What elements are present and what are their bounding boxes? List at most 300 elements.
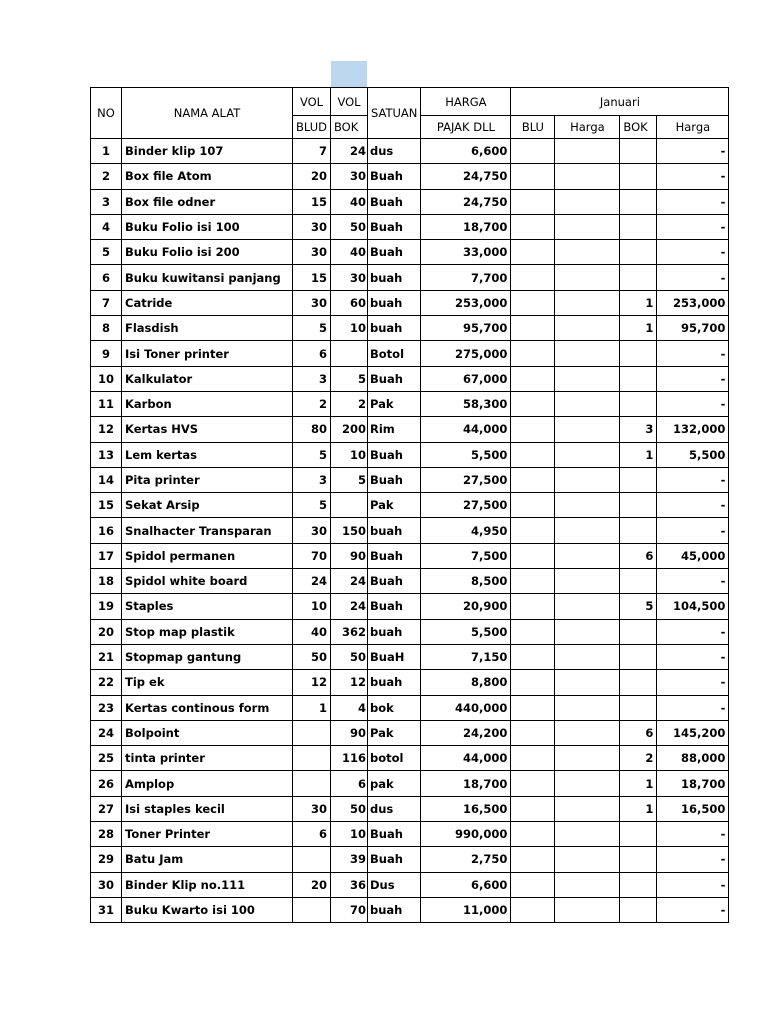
row-harga[interactable]: 6,600 bbox=[421, 872, 511, 897]
row-bok[interactable] bbox=[620, 467, 657, 492]
row-harga-bok[interactable]: 45,000 bbox=[657, 543, 729, 568]
row-no[interactable]: 26 bbox=[91, 771, 122, 796]
row-harga[interactable]: 18,700 bbox=[421, 771, 511, 796]
row-bok[interactable] bbox=[620, 214, 657, 239]
row-no[interactable]: 16 bbox=[91, 518, 122, 543]
row-satuan[interactable]: Buah bbox=[368, 240, 421, 265]
row-no[interactable]: 28 bbox=[91, 822, 122, 847]
row-harga-blu[interactable] bbox=[555, 391, 620, 416]
row-blu[interactable] bbox=[511, 594, 555, 619]
row-harga-blu[interactable] bbox=[555, 720, 620, 745]
row-nama-alat[interactable]: Isi Toner printer bbox=[122, 341, 293, 366]
row-blu[interactable] bbox=[511, 796, 555, 821]
row-vol-bok[interactable]: 36 bbox=[331, 872, 368, 897]
row-nama-alat[interactable]: Kertas continous form bbox=[122, 695, 293, 720]
row-harga[interactable]: 4,950 bbox=[421, 518, 511, 543]
row-harga[interactable]: 24,750 bbox=[421, 189, 511, 214]
row-satuan[interactable]: buah bbox=[368, 290, 421, 315]
row-blu[interactable] bbox=[511, 316, 555, 341]
row-bok[interactable]: 6 bbox=[620, 543, 657, 568]
row-harga[interactable]: 5,500 bbox=[421, 442, 511, 467]
row-no[interactable]: 8 bbox=[91, 316, 122, 341]
row-satuan[interactable]: buah bbox=[368, 265, 421, 290]
row-vol-blud[interactable]: 3 bbox=[293, 366, 331, 391]
row-satuan[interactable]: botol bbox=[368, 746, 421, 771]
row-nama-alat[interactable]: Isi staples kecil bbox=[122, 796, 293, 821]
row-satuan[interactable]: Buah bbox=[368, 822, 421, 847]
header-harga[interactable]: HARGA bbox=[421, 88, 511, 116]
row-no[interactable]: 11 bbox=[91, 391, 122, 416]
row-harga[interactable]: 44,000 bbox=[421, 417, 511, 442]
row-nama-alat[interactable]: Buku Kwarto isi 100 bbox=[122, 897, 293, 922]
row-satuan[interactable]: Buah bbox=[368, 847, 421, 872]
row-no[interactable]: 7 bbox=[91, 290, 122, 315]
row-harga-bok[interactable]: 5,500 bbox=[657, 442, 729, 467]
row-blu[interactable] bbox=[511, 695, 555, 720]
row-harga[interactable]: 2,750 bbox=[421, 847, 511, 872]
row-vol-bok[interactable]: 5 bbox=[331, 366, 368, 391]
row-bok[interactable]: 1 bbox=[620, 316, 657, 341]
row-vol-blud[interactable]: 3 bbox=[293, 467, 331, 492]
row-nama-alat[interactable]: Spidol white board bbox=[122, 569, 293, 594]
row-harga-blu[interactable] bbox=[555, 897, 620, 922]
row-harga-blu[interactable] bbox=[555, 569, 620, 594]
row-harga-bok[interactable]: 88,000 bbox=[657, 746, 729, 771]
row-vol-blud[interactable] bbox=[293, 771, 331, 796]
row-vol-bok[interactable]: 50 bbox=[331, 644, 368, 669]
row-vol-bok[interactable]: 40 bbox=[331, 240, 368, 265]
row-no[interactable]: 29 bbox=[91, 847, 122, 872]
row-nama-alat[interactable]: Binder klip 107 bbox=[122, 139, 293, 164]
row-vol-bok[interactable]: 24 bbox=[331, 139, 368, 164]
row-harga[interactable]: 16,500 bbox=[421, 796, 511, 821]
header-blud[interactable]: BLUD bbox=[293, 116, 331, 139]
row-harga-bok[interactable]: - bbox=[657, 822, 729, 847]
row-harga-bok[interactable]: - bbox=[657, 189, 729, 214]
row-vol-bok[interactable]: 24 bbox=[331, 569, 368, 594]
row-vol-blud[interactable]: 50 bbox=[293, 644, 331, 669]
row-harga-bok[interactable]: - bbox=[657, 467, 729, 492]
row-nama-alat[interactable]: Lem kertas bbox=[122, 442, 293, 467]
row-harga-bok[interactable]: 104,500 bbox=[657, 594, 729, 619]
row-vol-blud[interactable] bbox=[293, 746, 331, 771]
row-no[interactable]: 23 bbox=[91, 695, 122, 720]
row-bok[interactable] bbox=[620, 619, 657, 644]
row-no[interactable]: 15 bbox=[91, 493, 122, 518]
row-blu[interactable] bbox=[511, 139, 555, 164]
row-harga-blu[interactable] bbox=[555, 341, 620, 366]
row-satuan[interactable]: dus bbox=[368, 796, 421, 821]
row-satuan[interactable]: Pak bbox=[368, 493, 421, 518]
row-vol-blud[interactable]: 15 bbox=[293, 189, 331, 214]
row-bok[interactable]: 1 bbox=[620, 442, 657, 467]
row-no[interactable]: 2 bbox=[91, 164, 122, 189]
row-harga-bok[interactable]: - bbox=[657, 518, 729, 543]
header-bok[interactable]: BOK bbox=[331, 116, 368, 139]
row-vol-bok[interactable]: 90 bbox=[331, 543, 368, 568]
row-nama-alat[interactable]: Karbon bbox=[122, 391, 293, 416]
selected-cell-highlight[interactable] bbox=[331, 61, 367, 87]
row-harga-blu[interactable] bbox=[555, 189, 620, 214]
row-satuan[interactable]: Buah bbox=[368, 594, 421, 619]
row-satuan[interactable]: pak bbox=[368, 771, 421, 796]
row-nama-alat[interactable]: Tip ek bbox=[122, 670, 293, 695]
row-vol-bok[interactable]: 30 bbox=[331, 265, 368, 290]
row-satuan[interactable]: Buah bbox=[368, 543, 421, 568]
row-harga-blu[interactable] bbox=[555, 442, 620, 467]
header-vol-blud[interactable]: VOL bbox=[293, 88, 331, 116]
row-harga-blu[interactable] bbox=[555, 265, 620, 290]
row-harga-blu[interactable] bbox=[555, 644, 620, 669]
row-harga-blu[interactable] bbox=[555, 619, 620, 644]
row-satuan[interactable]: buah bbox=[368, 897, 421, 922]
row-vol-blud[interactable]: 30 bbox=[293, 240, 331, 265]
row-nama-alat[interactable]: Buku kuwitansi panjang bbox=[122, 265, 293, 290]
row-nama-alat[interactable]: Buku Folio isi 200 bbox=[122, 240, 293, 265]
row-harga[interactable]: 7,500 bbox=[421, 543, 511, 568]
row-harga[interactable]: 24,200 bbox=[421, 720, 511, 745]
row-nama-alat[interactable]: Sekat Arsip bbox=[122, 493, 293, 518]
row-nama-alat[interactable]: Spidol permanen bbox=[122, 543, 293, 568]
row-harga-bok[interactable]: - bbox=[657, 341, 729, 366]
row-harga-blu[interactable] bbox=[555, 493, 620, 518]
row-harga-blu[interactable] bbox=[555, 594, 620, 619]
row-satuan[interactable]: Buah bbox=[368, 569, 421, 594]
row-harga-bok[interactable]: - bbox=[657, 366, 729, 391]
row-satuan[interactable]: bok bbox=[368, 695, 421, 720]
row-vol-bok[interactable]: 10 bbox=[331, 822, 368, 847]
row-harga-blu[interactable] bbox=[555, 543, 620, 568]
row-harga-bok[interactable]: - bbox=[657, 644, 729, 669]
row-nama-alat[interactable]: Snalhacter Transparan bbox=[122, 518, 293, 543]
row-nama-alat[interactable]: Kalkulator bbox=[122, 366, 293, 391]
row-harga[interactable]: 275,000 bbox=[421, 341, 511, 366]
row-bok[interactable] bbox=[620, 189, 657, 214]
row-bok[interactable] bbox=[620, 518, 657, 543]
row-vol-blud[interactable]: 12 bbox=[293, 670, 331, 695]
row-satuan[interactable]: buah bbox=[368, 619, 421, 644]
row-bok[interactable]: 1 bbox=[620, 771, 657, 796]
row-no[interactable]: 24 bbox=[91, 720, 122, 745]
row-blu[interactable] bbox=[511, 847, 555, 872]
row-blu[interactable] bbox=[511, 720, 555, 745]
row-bok[interactable]: 3 bbox=[620, 417, 657, 442]
row-satuan[interactable]: dus bbox=[368, 139, 421, 164]
header-januari[interactable]: Januari bbox=[511, 88, 729, 116]
row-vol-blud[interactable]: 30 bbox=[293, 796, 331, 821]
row-harga-bok[interactable]: - bbox=[657, 164, 729, 189]
row-vol-blud[interactable]: 5 bbox=[293, 442, 331, 467]
row-no[interactable]: 9 bbox=[91, 341, 122, 366]
row-blu[interactable] bbox=[511, 341, 555, 366]
row-harga[interactable]: 95,700 bbox=[421, 316, 511, 341]
row-bok[interactable]: 1 bbox=[620, 796, 657, 821]
row-vol-blud[interactable]: 30 bbox=[293, 290, 331, 315]
row-blu[interactable] bbox=[511, 189, 555, 214]
row-harga-blu[interactable] bbox=[555, 872, 620, 897]
row-harga-blu[interactable] bbox=[555, 822, 620, 847]
header-no[interactable]: NO bbox=[91, 88, 122, 139]
row-harga[interactable]: 18,700 bbox=[421, 214, 511, 239]
row-vol-bok[interactable]: 6 bbox=[331, 771, 368, 796]
row-no[interactable]: 19 bbox=[91, 594, 122, 619]
row-satuan[interactable]: BuaH bbox=[368, 644, 421, 669]
row-harga[interactable]: 6,600 bbox=[421, 139, 511, 164]
row-no[interactable]: 1 bbox=[91, 139, 122, 164]
row-vol-bok[interactable]: 150 bbox=[331, 518, 368, 543]
row-vol-blud[interactable]: 20 bbox=[293, 164, 331, 189]
row-harga-bok[interactable]: 145,200 bbox=[657, 720, 729, 745]
row-harga-bok[interactable]: - bbox=[657, 670, 729, 695]
row-harga-bok[interactable]: 95,700 bbox=[657, 316, 729, 341]
row-bok[interactable] bbox=[620, 139, 657, 164]
row-vol-blud[interactable]: 20 bbox=[293, 872, 331, 897]
row-harga-blu[interactable] bbox=[555, 746, 620, 771]
row-harga-blu[interactable] bbox=[555, 695, 620, 720]
row-vol-blud[interactable] bbox=[293, 847, 331, 872]
row-blu[interactable] bbox=[511, 569, 555, 594]
row-vol-blud[interactable]: 7 bbox=[293, 139, 331, 164]
row-satuan[interactable]: Buah bbox=[368, 214, 421, 239]
row-satuan[interactable]: Pak bbox=[368, 720, 421, 745]
header-vol-bok[interactable]: VOL bbox=[331, 88, 368, 116]
row-vol-bok[interactable]: 200 bbox=[331, 417, 368, 442]
row-harga-bok[interactable]: - bbox=[657, 391, 729, 416]
row-vol-blud[interactable]: 40 bbox=[293, 619, 331, 644]
row-vol-blud[interactable]: 5 bbox=[293, 493, 331, 518]
row-harga-bok[interactable]: - bbox=[657, 214, 729, 239]
row-harga-blu[interactable] bbox=[555, 214, 620, 239]
row-blu[interactable] bbox=[511, 391, 555, 416]
row-vol-bok[interactable]: 24 bbox=[331, 594, 368, 619]
row-harga-bok[interactable]: - bbox=[657, 139, 729, 164]
row-bok[interactable] bbox=[620, 569, 657, 594]
row-harga-bok[interactable]: - bbox=[657, 872, 729, 897]
header-harga-bok[interactable]: Harga bbox=[657, 116, 729, 139]
row-blu[interactable] bbox=[511, 366, 555, 391]
row-blu[interactable] bbox=[511, 897, 555, 922]
row-vol-bok[interactable]: 10 bbox=[331, 316, 368, 341]
row-nama-alat[interactable]: tinta printer bbox=[122, 746, 293, 771]
row-bok[interactable]: 1 bbox=[620, 290, 657, 315]
row-harga-blu[interactable] bbox=[555, 139, 620, 164]
row-satuan[interactable]: Buah bbox=[368, 467, 421, 492]
row-bok[interactable]: 6 bbox=[620, 720, 657, 745]
row-nama-alat[interactable]: Catride bbox=[122, 290, 293, 315]
row-no[interactable]: 13 bbox=[91, 442, 122, 467]
row-nama-alat[interactable]: Flasdish bbox=[122, 316, 293, 341]
row-no[interactable]: 25 bbox=[91, 746, 122, 771]
row-vol-blud[interactable] bbox=[293, 897, 331, 922]
row-nama-alat[interactable]: Amplop bbox=[122, 771, 293, 796]
row-vol-blud[interactable]: 15 bbox=[293, 265, 331, 290]
row-vol-bok[interactable] bbox=[331, 493, 368, 518]
row-harga-bok[interactable]: 16,500 bbox=[657, 796, 729, 821]
row-no[interactable]: 22 bbox=[91, 670, 122, 695]
row-harga[interactable]: 67,000 bbox=[421, 366, 511, 391]
row-harga[interactable]: 253,000 bbox=[421, 290, 511, 315]
row-vol-blud[interactable]: 24 bbox=[293, 569, 331, 594]
row-vol-bok[interactable] bbox=[331, 341, 368, 366]
row-harga[interactable]: 11,000 bbox=[421, 897, 511, 922]
row-bok[interactable] bbox=[620, 872, 657, 897]
row-harga[interactable]: 440,000 bbox=[421, 695, 511, 720]
row-vol-bok[interactable]: 10 bbox=[331, 442, 368, 467]
row-blu[interactable] bbox=[511, 746, 555, 771]
row-no[interactable]: 30 bbox=[91, 872, 122, 897]
row-no[interactable]: 18 bbox=[91, 569, 122, 594]
row-nama-alat[interactable]: Toner Printer bbox=[122, 822, 293, 847]
row-nama-alat[interactable]: Buku Folio isi 100 bbox=[122, 214, 293, 239]
row-no[interactable]: 31 bbox=[91, 897, 122, 922]
row-harga-bok[interactable]: - bbox=[657, 619, 729, 644]
row-vol-bok[interactable]: 362 bbox=[331, 619, 368, 644]
row-nama-alat[interactable]: Pita printer bbox=[122, 467, 293, 492]
row-harga[interactable]: 7,700 bbox=[421, 265, 511, 290]
row-vol-blud[interactable]: 5 bbox=[293, 316, 331, 341]
row-harga[interactable]: 27,500 bbox=[421, 493, 511, 518]
row-nama-alat[interactable]: Bolpoint bbox=[122, 720, 293, 745]
row-harga-blu[interactable] bbox=[555, 796, 620, 821]
row-satuan[interactable]: Buah bbox=[368, 442, 421, 467]
row-vol-bok[interactable]: 2 bbox=[331, 391, 368, 416]
row-vol-bok[interactable]: 70 bbox=[331, 897, 368, 922]
row-no[interactable]: 4 bbox=[91, 214, 122, 239]
row-vol-bok[interactable]: 4 bbox=[331, 695, 368, 720]
row-no[interactable]: 3 bbox=[91, 189, 122, 214]
row-blu[interactable] bbox=[511, 518, 555, 543]
row-blu[interactable] bbox=[511, 442, 555, 467]
row-vol-blud[interactable]: 80 bbox=[293, 417, 331, 442]
row-vol-blud[interactable]: 6 bbox=[293, 822, 331, 847]
row-satuan[interactable]: Buah bbox=[368, 164, 421, 189]
row-harga-bok[interactable]: 253,000 bbox=[657, 290, 729, 315]
row-harga[interactable]: 58,300 bbox=[421, 391, 511, 416]
row-harga-blu[interactable] bbox=[555, 240, 620, 265]
row-nama-alat[interactable]: Batu Jam bbox=[122, 847, 293, 872]
row-blu[interactable] bbox=[511, 493, 555, 518]
row-bok[interactable]: 5 bbox=[620, 594, 657, 619]
row-bok[interactable] bbox=[620, 695, 657, 720]
row-harga[interactable]: 27,500 bbox=[421, 467, 511, 492]
row-blu[interactable] bbox=[511, 670, 555, 695]
row-vol-bok[interactable]: 50 bbox=[331, 214, 368, 239]
row-harga-bok[interactable]: - bbox=[657, 847, 729, 872]
row-no[interactable]: 6 bbox=[91, 265, 122, 290]
row-harga-bok[interactable]: - bbox=[657, 695, 729, 720]
row-harga-bok[interactable]: - bbox=[657, 569, 729, 594]
row-satuan[interactable]: buah bbox=[368, 316, 421, 341]
row-harga-bok[interactable]: - bbox=[657, 897, 729, 922]
row-vol-bok[interactable]: 30 bbox=[331, 164, 368, 189]
row-vol-blud[interactable]: 1 bbox=[293, 695, 331, 720]
row-blu[interactable] bbox=[511, 467, 555, 492]
row-vol-blud[interactable]: 30 bbox=[293, 214, 331, 239]
row-harga[interactable]: 20,900 bbox=[421, 594, 511, 619]
row-bok[interactable] bbox=[620, 670, 657, 695]
row-vol-blud[interactable]: 2 bbox=[293, 391, 331, 416]
row-blu[interactable] bbox=[511, 619, 555, 644]
row-bok[interactable] bbox=[620, 341, 657, 366]
row-blu[interactable] bbox=[511, 214, 555, 239]
row-satuan[interactable]: buah bbox=[368, 518, 421, 543]
row-bok[interactable] bbox=[620, 391, 657, 416]
row-satuan[interactable]: Buah bbox=[368, 366, 421, 391]
row-bok[interactable] bbox=[620, 164, 657, 189]
row-bok[interactable] bbox=[620, 366, 657, 391]
row-harga[interactable]: 5,500 bbox=[421, 619, 511, 644]
row-harga[interactable]: 24,750 bbox=[421, 164, 511, 189]
row-harga-bok[interactable]: 132,000 bbox=[657, 417, 729, 442]
row-no[interactable]: 10 bbox=[91, 366, 122, 391]
row-nama-alat[interactable]: Box file odner bbox=[122, 189, 293, 214]
row-harga-bok[interactable]: - bbox=[657, 265, 729, 290]
row-satuan[interactable]: Buah bbox=[368, 189, 421, 214]
row-blu[interactable] bbox=[511, 290, 555, 315]
header-blu[interactable]: BLU bbox=[511, 116, 555, 139]
row-satuan[interactable]: Rim bbox=[368, 417, 421, 442]
row-no[interactable]: 17 bbox=[91, 543, 122, 568]
row-nama-alat[interactable]: Stop map plastik bbox=[122, 619, 293, 644]
row-vol-blud[interactable] bbox=[293, 720, 331, 745]
row-bok[interactable] bbox=[620, 897, 657, 922]
row-harga-blu[interactable] bbox=[555, 417, 620, 442]
row-harga-blu[interactable] bbox=[555, 771, 620, 796]
row-harga-blu[interactable] bbox=[555, 518, 620, 543]
row-vol-bok[interactable]: 12 bbox=[331, 670, 368, 695]
row-no[interactable]: 5 bbox=[91, 240, 122, 265]
row-nama-alat[interactable]: Box file Atom bbox=[122, 164, 293, 189]
row-vol-bok[interactable]: 60 bbox=[331, 290, 368, 315]
row-vol-bok[interactable]: 116 bbox=[331, 746, 368, 771]
row-no[interactable]: 12 bbox=[91, 417, 122, 442]
row-bok[interactable] bbox=[620, 240, 657, 265]
row-harga-blu[interactable] bbox=[555, 366, 620, 391]
row-blu[interactable] bbox=[511, 644, 555, 669]
row-harga-bok[interactable]: - bbox=[657, 493, 729, 518]
row-blu[interactable] bbox=[511, 265, 555, 290]
header-pajak[interactable]: PAJAK DLL bbox=[421, 116, 511, 139]
row-nama-alat[interactable]: Stopmap gantung bbox=[122, 644, 293, 669]
row-harga-blu[interactable] bbox=[555, 316, 620, 341]
row-nama-alat[interactable]: Binder Klip no.111 bbox=[122, 872, 293, 897]
row-vol-blud[interactable]: 10 bbox=[293, 594, 331, 619]
header-nama-alat[interactable]: NAMA ALAT bbox=[122, 88, 293, 139]
row-no[interactable]: 20 bbox=[91, 619, 122, 644]
row-no[interactable]: 27 bbox=[91, 796, 122, 821]
row-vol-bok[interactable]: 39 bbox=[331, 847, 368, 872]
row-harga-blu[interactable] bbox=[555, 164, 620, 189]
header-satuan[interactable]: SATUAN bbox=[368, 88, 421, 139]
row-vol-bok[interactable]: 90 bbox=[331, 720, 368, 745]
row-harga-bok[interactable]: - bbox=[657, 240, 729, 265]
row-nama-alat[interactable]: Kertas HVS bbox=[122, 417, 293, 442]
header-bok-januari[interactable]: BOK bbox=[620, 116, 657, 139]
row-blu[interactable] bbox=[511, 543, 555, 568]
row-vol-blud[interactable]: 30 bbox=[293, 518, 331, 543]
row-harga[interactable]: 33,000 bbox=[421, 240, 511, 265]
row-vol-blud[interactable]: 6 bbox=[293, 341, 331, 366]
row-blu[interactable] bbox=[511, 771, 555, 796]
header-harga-blu[interactable]: Harga bbox=[555, 116, 620, 139]
row-harga-blu[interactable] bbox=[555, 467, 620, 492]
row-bok[interactable] bbox=[620, 847, 657, 872]
row-no[interactable]: 14 bbox=[91, 467, 122, 492]
row-bok[interactable] bbox=[620, 822, 657, 847]
row-blu[interactable] bbox=[511, 822, 555, 847]
row-harga[interactable]: 8,800 bbox=[421, 670, 511, 695]
row-harga[interactable]: 990,000 bbox=[421, 822, 511, 847]
